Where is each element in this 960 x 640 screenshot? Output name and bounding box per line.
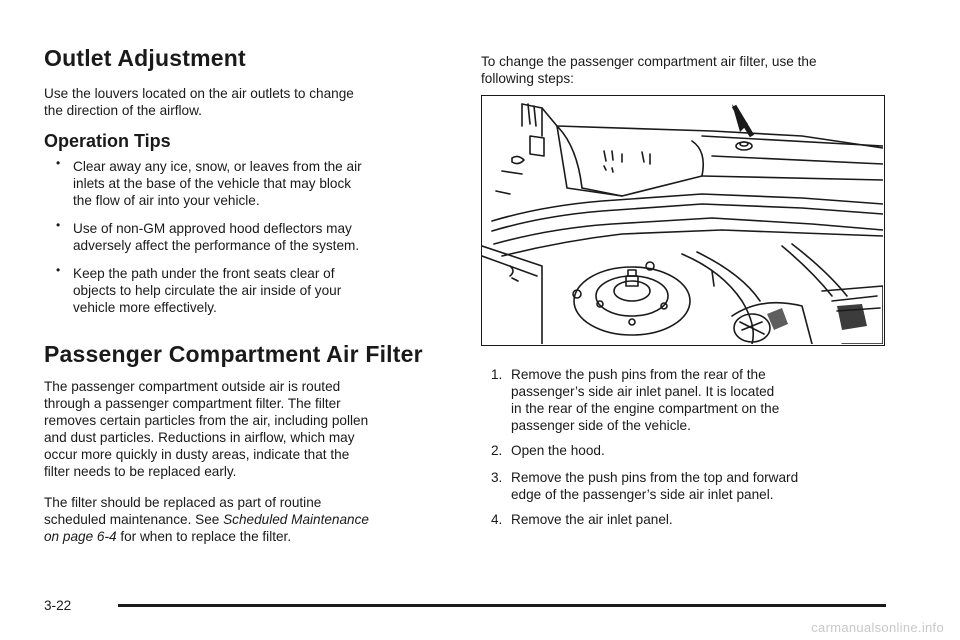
tip-line: Keep the path under the front seats clear of [73,266,335,281]
operation-tips-heading: Operation Tips [44,131,171,151]
step-line: in the rear of the engine compartment on the [511,401,780,416]
step-line: passenger side of the vehicle. [511,418,691,433]
filter-line: and dust particles. Reductions in airflow, which may [44,430,355,445]
step-line: Remove the air inlet panel. [511,512,673,527]
bullet-icon: • [56,218,61,232]
bullet-icon: • [56,263,61,277]
filter-paragraph-2 [44,494,444,545]
outlet-text-line-1: Use the louvers located on the air outlets to change [44,86,354,101]
step-line: Remove the push pins from the top and forward [511,470,799,485]
outlet-text-line-2: the direction of the airflow. [44,103,202,118]
filter-line: The passenger compartment outside air is routed [44,379,341,394]
bullet-icon: • [56,156,61,170]
step-number: 4. [491,512,503,527]
tip-line: the flow of air into your vehicle. [73,193,260,208]
engine-compartment-figure [481,95,885,346]
step-number: 2. [491,443,503,458]
filter-line-prefix: scheduled maintenance. See [44,512,224,527]
filter-line: removes certain particles from the air, including pollen [44,413,369,428]
step-number: 1. [491,367,503,382]
tip-line: adversely affect the performance of the system. [73,238,360,253]
watermark: carmanualsonline.info [811,620,944,635]
filter-line: occur more quickly in dusty areas, indicate that the [44,447,350,462]
step-line: Remove the push pins from the rear of the [511,367,766,382]
step-line: passenger’s side air inlet panel. It is located [511,384,775,399]
engine-compartment-illustration-icon [482,96,883,344]
air-filter-heading: Passenger Compartment Air Filter [44,341,423,367]
scheduled-maintenance-link[interactable]: Scheduled Maintenance [223,512,369,527]
filter-line: through a passenger compartment filter. The filter [44,396,341,411]
tip-line: inlets at the base of the vehicle that may block [73,176,352,191]
page-number: 3-22 [44,598,72,613]
tip-line: Clear away any ice, snow, or leaves from the air [73,159,362,174]
step-line: Open the hood. [511,443,605,458]
steps-intro-line-2: following steps: [481,71,574,86]
filter-paragraph-1 [44,378,444,480]
tip-line: Use of non-GM approved hood deflectors may [73,221,352,236]
steps-intro-line-1: To change the passenger compartment air filter, use the [481,54,817,69]
tip-line: vehicle more effectively. [73,300,217,315]
footer-rule [118,604,886,607]
filter-line: The filter should be replaced as part of routine [44,495,322,510]
filter-line-suffix: for when to replace the filter. [116,529,292,544]
step-line: edge of the passenger’s side air inlet panel. [511,487,774,502]
outlet-adjustment-heading: Outlet Adjustment [44,45,246,71]
tip-line: objects to help circulate the air inside of your [73,283,342,298]
page-reference-link[interactable]: on page 6-4 [44,529,117,544]
step-number: 3. [491,470,503,485]
filter-line: filter needs to be replaced early. [44,464,237,479]
